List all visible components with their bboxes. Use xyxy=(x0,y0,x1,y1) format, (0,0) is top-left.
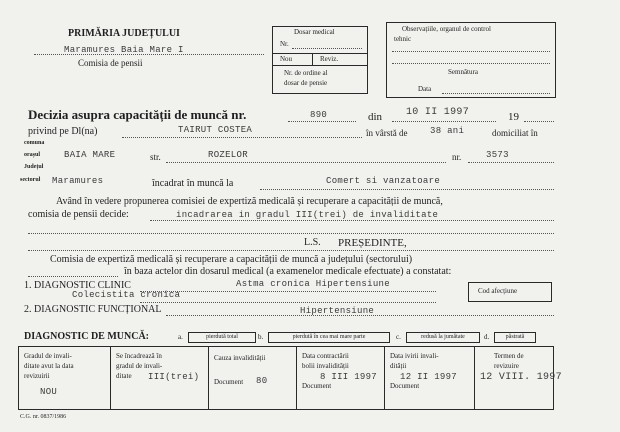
decizie-typed: incadrarea in gradul III(trei) de invaliditate xyxy=(176,210,439,220)
observatii-line2: tehnic xyxy=(394,35,412,43)
str-typed: ROZELOR xyxy=(208,150,248,160)
option-redusa-jumatate: redusă la jumătate xyxy=(406,332,480,343)
col4-typed: 8 III 1997 xyxy=(320,372,378,382)
opt-d-letter: d. xyxy=(484,333,490,341)
footer-code: C.G. nr. 0837/1986 xyxy=(20,414,67,420)
nr-label: nr. xyxy=(452,152,462,162)
col1-line1: Gradul de invali- xyxy=(24,352,72,360)
clinic-typed-2: Colecistita cronica xyxy=(72,290,181,300)
comuna-label: comuna xyxy=(24,140,45,146)
option-pierduta-total: pierdută total xyxy=(188,332,256,343)
varsta-label: în vârstă de xyxy=(366,128,408,138)
judet-typed: Maramures Baia Mare I xyxy=(64,45,184,55)
din-label: din xyxy=(368,111,383,123)
col6-line1: Termen de xyxy=(494,352,524,360)
col5-line3: Document xyxy=(390,382,420,390)
name-typed: TAIRUT COSTEA xyxy=(178,125,253,135)
domiciliat-label: domiciliat în xyxy=(492,128,538,138)
opt-a-letter: a. xyxy=(178,333,183,341)
dosar-nou-label: Nou xyxy=(280,55,293,63)
col6-line2: revizuire xyxy=(494,362,519,370)
option-pastrata: păstrată xyxy=(494,332,536,343)
presedinte-label: PREȘEDINTE, xyxy=(338,237,407,249)
diagnostic-functional-label: 2. DIAGNOSTIC FUNCȚIONAL xyxy=(24,304,162,315)
functional-typed: Hipertensiune xyxy=(300,306,375,316)
decizia-title: Decizia asupra capacității de muncă nr. xyxy=(28,107,247,122)
diagnostic-clinic-label: 1. DIAGNOSTIC CLINIC xyxy=(24,280,131,291)
col5-typed: 12 II 1997 xyxy=(400,372,458,382)
varsta-typed: 38 ani xyxy=(430,126,465,136)
incadrat-label: încadrat în muncă la xyxy=(152,178,234,189)
dosar-reviz-label: Reviz. xyxy=(320,55,339,63)
oras-typed: BAIA MARE xyxy=(64,150,116,160)
col1-line2: ditate avut la data xyxy=(24,362,74,370)
col1-line3: revizuirii xyxy=(24,372,50,380)
locmunca-typed: Comert si vanzatoare xyxy=(326,176,441,186)
sectorul-label: sectorul xyxy=(20,177,41,183)
col3-typed: 80 xyxy=(256,376,268,386)
observatii-box xyxy=(386,22,556,98)
decizia-nr-typed: 890 xyxy=(310,110,328,120)
col3-line2: Document xyxy=(214,378,244,386)
primaria-title: PRIMĂRIA JUDEȚULUI xyxy=(68,28,180,39)
opt-c-letter: c. xyxy=(396,333,401,341)
col5-line1: Data ivirii invali- xyxy=(390,352,439,360)
col4-line1: Data contractării xyxy=(302,352,349,360)
comisia-label: Comisia de pensii xyxy=(78,58,143,68)
comisia-decide: comisia de pensii decide: xyxy=(28,209,129,220)
option-pierduta-mare-parte: pierdută în cea mai mare parte xyxy=(268,332,390,343)
cod-afectiune-label: Cod afecțiune xyxy=(478,287,518,295)
col2-line2: gradul de invali- xyxy=(116,362,163,370)
privind-label: privind pe Dl(na) xyxy=(28,126,98,137)
nr-str-typed: 3573 xyxy=(486,150,509,160)
orasul-label: orașul xyxy=(24,152,41,158)
col4-line2: bolii invalidității xyxy=(302,362,349,370)
col2-line3: ditate xyxy=(116,372,132,380)
semnatura-label: Semnătura xyxy=(448,68,478,76)
opt-b-letter: b. xyxy=(258,333,264,341)
comisia-exp-line: Comisia de expertiză medicală și recuperare a capacității de muncă a județului (sectorului) xyxy=(50,254,413,265)
col1-typed: NOU xyxy=(40,387,58,397)
col3-line1: Cauza invalidității xyxy=(214,354,266,362)
col2-typed: III(trei) xyxy=(148,372,200,382)
ls-label: L.S. xyxy=(304,237,321,248)
dosar-ordine-2: dosar de pensie xyxy=(284,79,328,87)
year-prefix: 19 xyxy=(508,111,519,123)
clinic-typed: Astma cronica Hipertensiune xyxy=(236,279,390,289)
decizia-date-typed: 10 II 1997 xyxy=(406,107,470,118)
judet-typed-2: Maramures xyxy=(52,176,104,186)
observatii-line1: Observațiile, organul de control xyxy=(402,25,491,33)
col5-line2: dității xyxy=(390,362,407,370)
dosar-nr-label: Nr. xyxy=(280,40,289,48)
dosar-nr-line xyxy=(292,48,362,49)
col2-line1: Se încadrează în xyxy=(116,352,162,360)
dosar-title: Dosar medical xyxy=(294,28,335,36)
str-label: str. xyxy=(150,152,161,162)
data-label: Data xyxy=(418,85,432,93)
dosar-ordine-1: Nr. de ordine al xyxy=(284,69,328,77)
col6-typed: 12 VIII. 1997 xyxy=(480,372,562,383)
judetul-label: Județul xyxy=(24,164,44,170)
diagnostic-munca-label: DIAGNOSTIC DE MUNCĂ: xyxy=(24,331,150,342)
avand-line: Având în vedere propunerea comisiei de expertiză medicală și recuperare a capacității de muncă, xyxy=(56,196,443,207)
col4-line3: Document xyxy=(302,382,332,390)
baza-line: în baza actelor din dosarul medical (a examenelor medicale efectuate) a constatat: xyxy=(124,266,452,277)
